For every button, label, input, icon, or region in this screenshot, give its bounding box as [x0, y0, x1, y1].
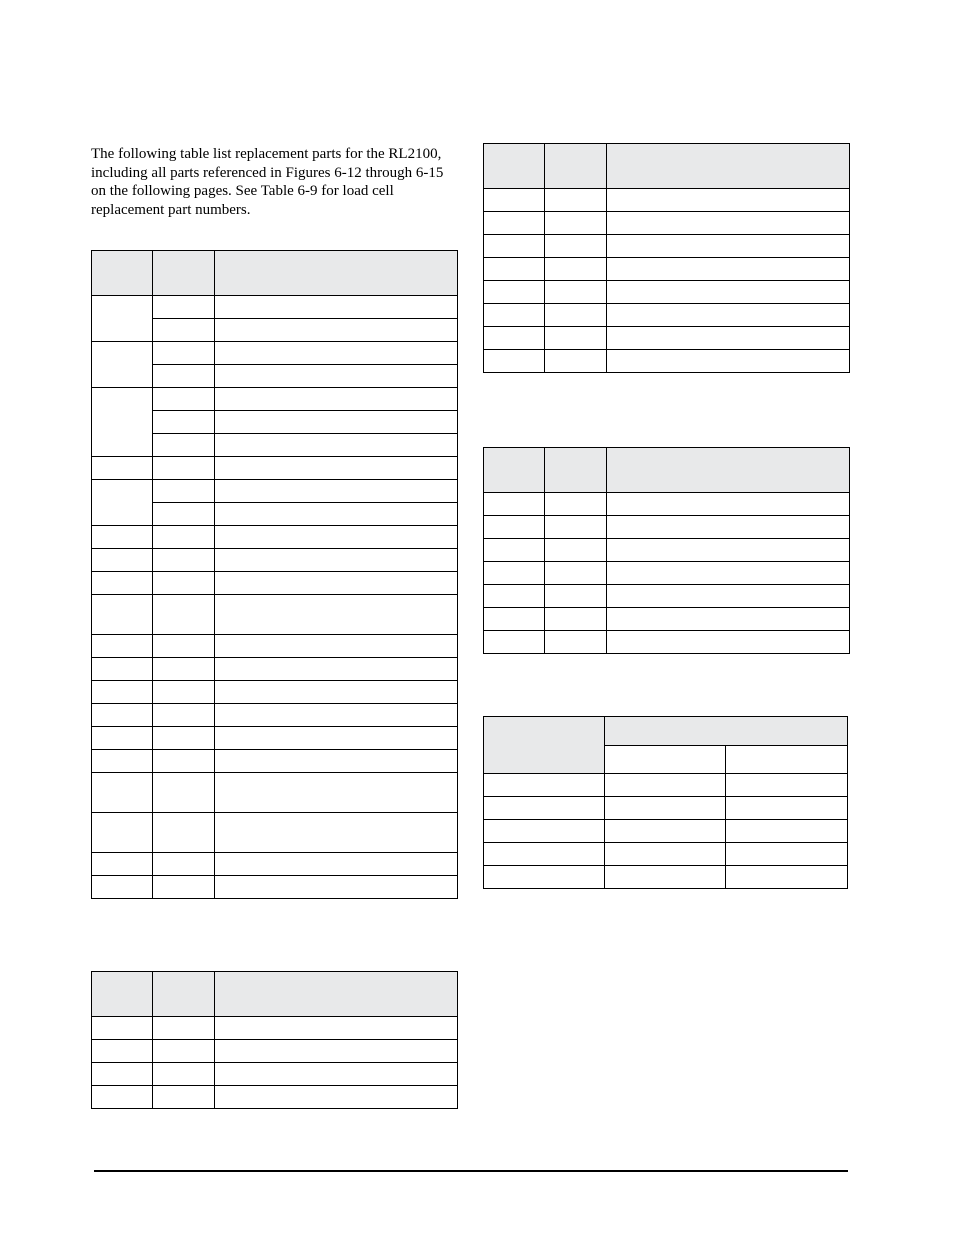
table-cell: [215, 411, 458, 434]
table-row: [92, 704, 458, 727]
intro-paragraph: The following table list replacement parts for the RL2100, including all parts referenced in Figures 6-12 through 6-15 on the following pages. See Table 6-9 for load cell replacement part numbers.: [91, 146, 444, 218]
table-cell: [215, 457, 458, 480]
header-cell: [545, 144, 607, 189]
header-cell: [545, 448, 607, 493]
header-cell: [92, 251, 153, 296]
table-cell: [607, 304, 850, 327]
header-cell: [607, 144, 850, 189]
table-cell: [545, 608, 607, 631]
table-row: [484, 797, 848, 820]
table-cell: [607, 212, 850, 235]
table-cell: [92, 1017, 153, 1040]
table-cell: [92, 658, 153, 681]
table-row: [92, 549, 458, 572]
header-cell: [484, 144, 545, 189]
table-cell: [215, 1017, 458, 1040]
table-row: [92, 1086, 458, 1109]
table-row: [484, 258, 850, 281]
table-row: [484, 562, 850, 585]
table-row: [92, 572, 458, 595]
table-cell: [215, 365, 458, 388]
table-cell: [215, 572, 458, 595]
table-cell: [92, 480, 153, 526]
replacement-parts-table: [91, 250, 458, 899]
header-cell: [153, 251, 215, 296]
table-cell: [153, 1017, 215, 1040]
table-cell: [153, 750, 215, 773]
table-cell: [92, 773, 153, 813]
table-cell: [545, 350, 607, 373]
table-cell: [153, 503, 215, 526]
table-cell: [215, 1063, 458, 1086]
table-cell: [92, 876, 153, 899]
table-cell: [215, 658, 458, 681]
table-cell: [92, 595, 153, 635]
table-row: [484, 608, 850, 631]
table-cell: [484, 189, 545, 212]
table-row: [484, 774, 848, 797]
table-cell: [545, 281, 607, 304]
table-cell: [484, 631, 545, 654]
table-cell: [153, 457, 215, 480]
table-cell: [607, 608, 850, 631]
table-cell: [484, 212, 545, 235]
table-cell: [545, 327, 607, 350]
table-cell: [545, 189, 607, 212]
table-row: [92, 658, 458, 681]
header-cell: [484, 717, 605, 774]
table-cell: [153, 572, 215, 595]
table-cell: [92, 681, 153, 704]
header-cell: [484, 448, 545, 493]
table-row: [92, 681, 458, 704]
table-row: [92, 595, 458, 635]
table-cell: [215, 595, 458, 635]
table-header-row: [92, 251, 458, 296]
table-cell: [153, 480, 215, 503]
table-cell: [545, 585, 607, 608]
parts-table-bottom-left: [91, 971, 458, 1109]
table-cell: [153, 526, 215, 549]
parts-table-right-bottom: [483, 716, 848, 889]
table-cell: [215, 813, 458, 853]
header-cell: [215, 251, 458, 296]
table-header-row: [484, 448, 850, 493]
table-cell: [484, 797, 605, 820]
table-cell: [92, 526, 153, 549]
table-row: [484, 212, 850, 235]
table-row: [92, 1063, 458, 1086]
table-cell: [153, 1063, 215, 1086]
table-cell: [545, 631, 607, 654]
table-header-row: [92, 972, 458, 1017]
table-cell: [545, 304, 607, 327]
table-cell: [215, 434, 458, 457]
table-row: [92, 813, 458, 853]
table-cell: [215, 342, 458, 365]
header-cell: [153, 972, 215, 1017]
header-cell: [215, 972, 458, 1017]
table-cell: [726, 797, 848, 820]
table-row: [484, 516, 850, 539]
table-cell: [607, 631, 850, 654]
table-cell: [545, 516, 607, 539]
table-cell: [153, 319, 215, 342]
table-cell: [607, 281, 850, 304]
table-cell: [153, 876, 215, 899]
table-cell: [726, 843, 848, 866]
table-cell: [484, 562, 545, 585]
table-cell: [484, 327, 545, 350]
table-cell: [92, 1086, 153, 1109]
table-row: [484, 493, 850, 516]
table-row: [484, 350, 850, 373]
table-row: [92, 773, 458, 813]
table-cell: [153, 773, 215, 813]
table-cell: [215, 853, 458, 876]
table-row: [484, 539, 850, 562]
footer-rule: [94, 1170, 848, 1172]
table-cell: [92, 388, 153, 457]
table-cell: [484, 843, 605, 866]
parts-table-right-top: [483, 143, 850, 373]
table-cell: [607, 235, 850, 258]
table-row: [92, 750, 458, 773]
table-cell: [605, 866, 726, 889]
table-cell: [215, 319, 458, 342]
table-cell: [215, 704, 458, 727]
table-cell: [92, 342, 153, 388]
table-cell: [215, 681, 458, 704]
table-row: [484, 843, 848, 866]
table-cell: [607, 585, 850, 608]
table-cell: [92, 572, 153, 595]
table-cell: [607, 350, 850, 373]
table-cell: [484, 608, 545, 631]
table-row: [484, 585, 850, 608]
table-cell: [92, 853, 153, 876]
table-cell: [153, 727, 215, 750]
table-cell: [153, 411, 215, 434]
table-row: [484, 631, 850, 654]
table-cell: [92, 813, 153, 853]
table-row: [92, 526, 458, 549]
table-cell: [92, 727, 153, 750]
table-cell: [215, 549, 458, 572]
table-cell: [545, 562, 607, 585]
table-cell: [605, 820, 726, 843]
table-cell: [153, 813, 215, 853]
table-cell: [545, 235, 607, 258]
table-cell: [92, 296, 153, 342]
table-cell: [607, 516, 850, 539]
table-cell: [153, 635, 215, 658]
table-cell: [215, 503, 458, 526]
table-cell: [484, 585, 545, 608]
table-cell: [215, 1040, 458, 1063]
table-header-row: [484, 144, 850, 189]
table-cell: [484, 516, 545, 539]
table-cell: [605, 797, 726, 820]
table-cell: [726, 820, 848, 843]
table-cell: [484, 258, 545, 281]
table-cell: [92, 457, 153, 480]
table-cell: [153, 595, 215, 635]
table-cell: [545, 539, 607, 562]
table-cell: [215, 1086, 458, 1109]
table-row: [92, 342, 458, 365]
table-cell: [484, 774, 605, 797]
table-cell: [484, 866, 605, 889]
table-cell: [607, 258, 850, 281]
table-cell: [607, 327, 850, 350]
parts-table-right-middle: [483, 447, 850, 654]
table-cell: [607, 562, 850, 585]
table-cell: [215, 876, 458, 899]
table-cell: [92, 750, 153, 773]
table-cell: [607, 189, 850, 212]
table-row: [484, 281, 850, 304]
table-cell: [484, 350, 545, 373]
table-cell: [484, 235, 545, 258]
table-row: [92, 1017, 458, 1040]
table-cell: [215, 480, 458, 503]
table-row: [484, 866, 848, 889]
table-cell: [153, 365, 215, 388]
table-row: [484, 820, 848, 843]
table-cell: [153, 704, 215, 727]
table-cell: [484, 820, 605, 843]
table-cell: [153, 296, 215, 319]
table-cell: [215, 526, 458, 549]
table-cell: [153, 388, 215, 411]
header-cell: [605, 717, 848, 746]
table-row: [92, 296, 458, 319]
table-cell: [726, 774, 848, 797]
table-cell: [153, 1086, 215, 1109]
table-row: [92, 388, 458, 411]
table-cell: [153, 658, 215, 681]
table-cell: [153, 1040, 215, 1063]
table-cell: [215, 296, 458, 319]
table-row: [484, 304, 850, 327]
table-cell: [607, 493, 850, 516]
table-cell: [92, 1040, 153, 1063]
table-cell: [545, 212, 607, 235]
table-cell: [215, 750, 458, 773]
table-row: [92, 457, 458, 480]
table-row: [484, 235, 850, 258]
table-cell: [215, 773, 458, 813]
table-row: [484, 189, 850, 212]
header-cell: [92, 972, 153, 1017]
table-cell: [92, 704, 153, 727]
table-cell: [215, 388, 458, 411]
table-row: [92, 480, 458, 503]
table-cell: [484, 493, 545, 516]
table-cell: [92, 635, 153, 658]
table-header-row: [484, 717, 848, 746]
table-cell: [153, 853, 215, 876]
table-row: [92, 876, 458, 899]
table-row: [92, 635, 458, 658]
table-cell: [153, 681, 215, 704]
table-cell: [726, 866, 848, 889]
table-cell: [215, 727, 458, 750]
table-cell: [605, 774, 726, 797]
header-cell: [607, 448, 850, 493]
subheader-cell: [726, 746, 848, 774]
table-cell: [153, 342, 215, 365]
table-row: [92, 1040, 458, 1063]
table-cell: [605, 843, 726, 866]
table-cell: [153, 434, 215, 457]
table-cell: [484, 281, 545, 304]
table-cell: [153, 549, 215, 572]
table-cell: [215, 635, 458, 658]
table-cell: [545, 258, 607, 281]
table-row: [484, 327, 850, 350]
subheader-cell: [605, 746, 726, 774]
table-cell: [545, 493, 607, 516]
table-cell: [92, 1063, 153, 1086]
table-cell: [92, 549, 153, 572]
table-row: [92, 727, 458, 750]
table-cell: [484, 539, 545, 562]
table-cell: [607, 539, 850, 562]
table-cell: [484, 304, 545, 327]
table-row: [92, 853, 458, 876]
